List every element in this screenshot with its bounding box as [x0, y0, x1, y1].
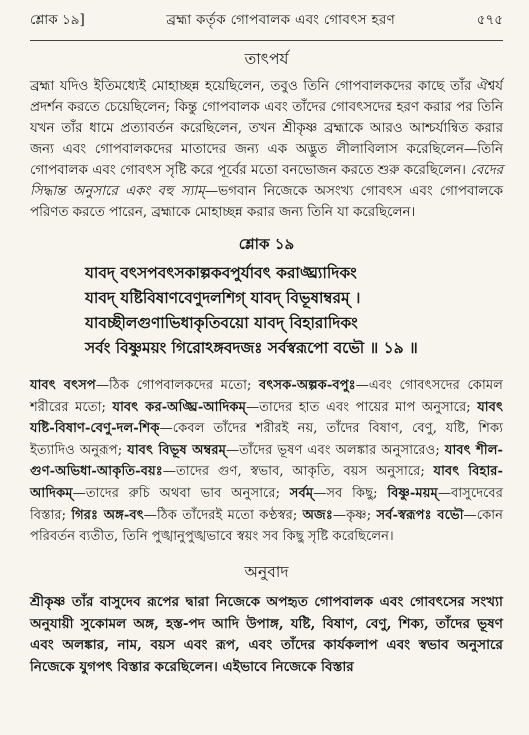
synonym-meaning: —তাদের গুণ, স্বভাব, আকৃতি, বয়স অনুসারে;: [162, 464, 434, 480]
synonym-term: বিষ্ণু-ময়ম্: [387, 485, 438, 501]
synonym-meaning: —এবং গোবৎসদের কোমল শরীরের মতো;: [30, 378, 504, 415]
translation-heading: অনুবাদ: [244, 562, 289, 581]
synonym-term: বৎসক-অল্পক-বপুঃ: [259, 378, 356, 393]
purport-text-part-2: —ভগবান নিজেকে অসংখ্য গোবৎস এবং গোপবালকে পরিণত করতে পারেন, ব্রহ্মাকে মোহাচ্ছন্ন করার জন্য তিনি যা করেছিলেন।: [30, 184, 503, 220]
synonym-meaning: —তাদের রুচি অথবা ভাব অনুসারে;: [72, 485, 290, 501]
synonym-term: যাবৎ বিহার-আদিকম্: [30, 464, 503, 501]
synonym-term: যাবৎ শীল-গুণ-অভিধা-আকৃতি-বয়ঃ: [30, 442, 504, 480]
synonym-term: যাবৎ যষ্টি-বিষাণ-বেণু-দল-শিক্: [30, 399, 504, 437]
purport-text-part-1: ব্রহ্মা যদিও ইতিমধ্যেই মোহাচ্ছন্ন হয়েছিলেন, তবুও তিনি গোপবালকদের কাছে তাঁর ঐশ্বর্য প্রদর্শন করতে চেয়েছিলেন; কিন্তু গোপবালক এবং তাঁদের গোবৎসদের হরণ করার পর তিনি যখন তাঁর ধামে প্রত্যাবর্তন করেছিলেন, তখন শ্রীকৃষ্ণ ব্রহ্মাকে আরও আশ্চর্যান্বিত করার জন্য এবং গোপবালকদের মাতাদের জন্য এক অদ্ভুত লীলাবিলাস করেছিলেন—তিনি গোপবালক এবং গোবৎস সৃষ্টি করে পূর্বের মতো বনভোজন করতে শুরু করেছিলেন।: [30, 79, 503, 178]
synonym-term: অজঃ: [302, 507, 333, 523]
verse-line: যাবদ্ যষ্টিবিষাণবেণুদলশিগ্ যাবদ্ বিভূষাম্বরম্ ।: [85, 289, 361, 307]
synonym-meaning: —ঠিক গোপবালকদের মতো;: [95, 378, 260, 393]
synonym-meaning: —সব কিছু;: [313, 485, 388, 501]
synonym-meaning: —কেবল তাঁদের শরীরই নয়, তাঁদের বিষাণ, বেণু, যষ্টি, শিক্য ইত্যাদিও অনুরূপ;: [30, 421, 503, 458]
synonym-meaning: —ঠিক তাঁদেরই মতো কণ্ঠস্বর;: [143, 507, 303, 523]
page-number: ৫৭৫: [476, 12, 503, 28]
synonym-term: যাবৎ কর-অঙ্ঘ্রি-আদিকম্: [112, 399, 246, 415]
synonym-meaning: —তাদের হাত এবং পায়ের মাপ অনুসারে;: [245, 399, 478, 415]
synonym-meaning: —বাসুদেবের বিস্তার;: [30, 485, 504, 523]
purport-heading: তাৎপর্য: [244, 50, 289, 68]
purport-text-italic: বেদের সিদ্ধান্ত অনুসারে একং বহু স্যাম্: [30, 163, 503, 199]
header-verse-ref: শ্লোক ১৯]: [30, 12, 85, 28]
header-rule: [30, 40, 503, 41]
synonym-term: যাবৎ বিভূষ অম্বরম্: [127, 442, 226, 458]
synonym-meaning: —কৃষ্ণ;: [332, 507, 377, 523]
translation-text: শ্রীকৃষ্ণ তাঁর বাসুদেব রূপের দ্বারা নিজেকে অপহৃত গোপবালক এবং গোবৎসের সংখ্যা অনুযায়ী সুকোমল অঙ্গ, হস্ত-পদ আদি উপাঙ্গ, যষ্টি, বিষাণ, বেণু, শিক্য, তাঁদের ভূষণ এবং অলঙ্কার, নাম, বয়স এবং রূপ, এবং তাঁদের কার্যকলাপ এবং স্বভাব অনুসারে নিজেকে যুগপৎ বিস্তার করেছিলেন। এইভাবে নিজেকে বিস্তার: [30, 593, 503, 676]
synonym-term: সর্ব-স্বরূপঃ বভৌ: [376, 507, 464, 523]
synonym-meaning: —কোন পরিবর্তন ব্যতীত, তিনি পুঙ্খানুপুঙ্খভাবে স্বয়ং সব কিছু সৃষ্টি করেছিলেন।: [30, 507, 503, 545]
verse-line: যাবচ্ছীলগুণাভিধাকৃতিবয়ো যাবদ্ বিহারাদিকং: [85, 314, 358, 332]
verse-line: সর্বং বিষ্ণুময়ং গিরোঽঙ্গবদজঃ সর্বস্বরূপো বভৌ ॥ ১৯ ॥: [85, 339, 418, 357]
purport-text: [30, 76, 503, 223]
synonyms-paragraph: [30, 375, 503, 548]
synonym-meaning: —তাঁদের ভূষণ এবং অলঙ্কার অনুসারেও;: [225, 442, 445, 458]
header-chapter-title: ব্রহ্মা কর্তৃক গোপবালক এবং গোবৎস হরণ: [166, 12, 396, 28]
synonym-term: সর্বম্: [289, 485, 314, 501]
synonym-term: গিরঃ অঙ্গ-বৎ: [71, 507, 144, 523]
page-header: [30, 0, 503, 40]
verse-block: [85, 261, 503, 361]
verse-line: যাবদ্ বৎসপবৎসকাল্পকবপুর্যাবৎ করাঙ্ঘ্র্যাদিকং: [85, 264, 357, 282]
verse-heading: শ্লোক ১৯: [238, 235, 295, 253]
synonym-term: যাবৎ বৎসপ: [30, 378, 96, 393]
